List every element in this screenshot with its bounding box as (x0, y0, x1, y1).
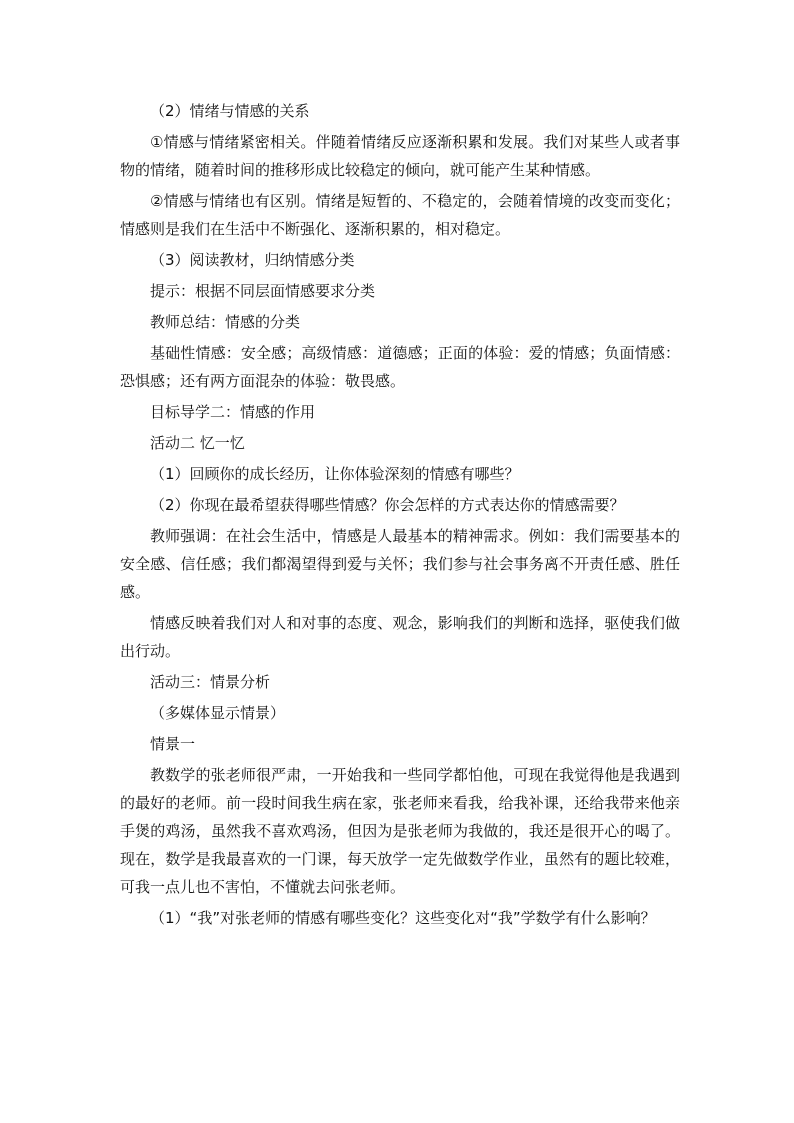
question-activity-two-2: （2）你现在最希望获得哪些情感？你会怎样的方式表达你的情感需要？ (150, 496, 625, 514)
document-body (120, 97, 680, 932)
paragraph-scenario-one: 教数学的张老师很严肃，一开始我和一些同学都怕他，可现在我觉得他是我遇到的最好的老师。前一段时间我生病在家，张老师来看我，给我补课，还给我带来他亲手煲的鸡汤，虽然我不喜欢鸡汤，但因为是张老师为我做的，我还是很开心的喝了。现在，数学是我最喜欢的一门课，每天放学一定先做数学作业，虽然有的题比较难，可我一点儿也不害怕，不懂就去问张老师。 (120, 766, 680, 896)
paragraph-hint: 提示：根据不同层面情感要求分类 (150, 282, 376, 300)
paragraph-relation-point-1: ①情感与情绪紧密相关。伴随着情绪反应逐渐积累和发展。我们对某些人或者事物的情绪，随着时间的推移形成比较稳定的倾向，就可能产生某种情感。 (120, 133, 680, 179)
section-heading-activity-two: 活动二 忆一忆 (150, 434, 245, 452)
paragraph-teacher-emphasis: 教师强调：在社会生活中，情感是人最基本的精神需求。例如：我们需要基本的安全感、信任感；我们都渴望得到爱与关怀；我们参与社会事务离不开责任感、胜任感。 (120, 527, 680, 601)
paragraph-multimedia-note: （多媒体显示情景） (150, 704, 286, 722)
section-heading-activity-three: 活动三：情景分析 (150, 673, 271, 691)
section-heading-emotion-relation: （2）情绪与情感的关系 (150, 102, 310, 120)
paragraph-teacher-summary: 教师总结：情感的分类 (150, 313, 301, 331)
question-scenario-one-1: （1）“我”对张老师的情感有哪些变化？这些变化对“我”学数学有什么影响？ (150, 909, 656, 927)
paragraph-emotion-categories: 基础性情感：安全感；高级情感：道德感；正面的体验：爱的情感；负面情感：恐惧感；还有两方面混杂的体验：敬畏感。 (120, 344, 680, 390)
section-heading-goal-two: 目标导学二：情感的作用 (150, 403, 316, 421)
section-heading-emotion-types: （3）阅读教材，归纳情感分类 (150, 251, 355, 269)
paragraph-relation-point-2: ②情感与情绪也有区别。情绪是短暂的、不稳定的，会随着情境的改变而变化；情感则是我们在生活中不断强化、逐渐积累的，相对稳定。 (120, 192, 680, 238)
scenario-title-one: 情景一 (150, 735, 196, 753)
question-activity-two-1: （1）回顾你的成长经历，让你体验深刻的情感有哪些？ (150, 465, 520, 483)
paragraph-emotion-influence: 情感反映着我们对人和对事的态度、观念，影响我们的判断和选择，驱使我们做出行动。 (120, 614, 680, 660)
